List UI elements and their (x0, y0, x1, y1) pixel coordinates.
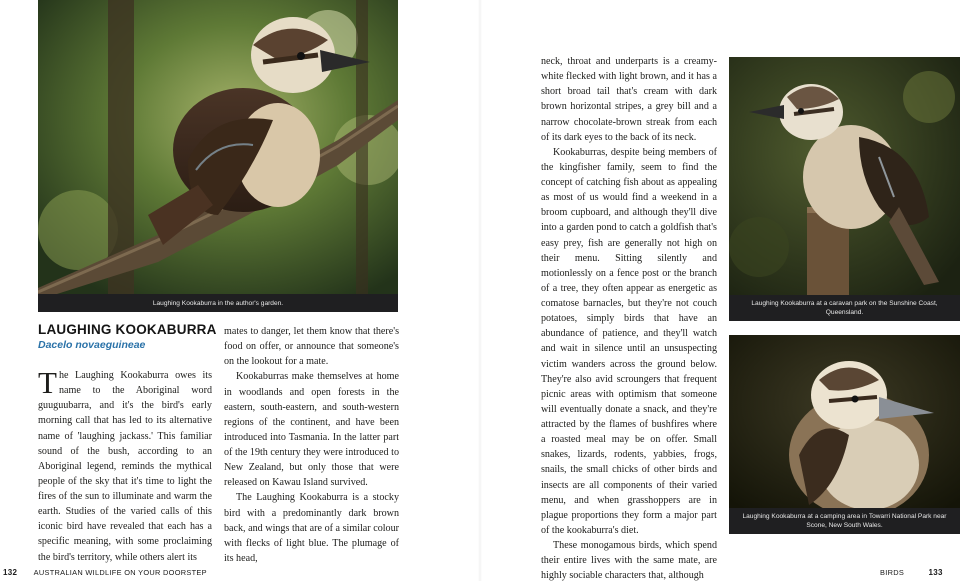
right-column (541, 54, 717, 581)
book-spine-shadow (478, 0, 482, 581)
paragraph: The Laughing Kookaburra is a stocky bird with a predominantly dark brown back, and wings that are of a similar colour with flecks of light blue. The plumage of its head, (224, 492, 399, 564)
left-footer (3, 568, 207, 577)
book-title: AUSTRALIAN WILDLIFE ON YOUR DOORSTEP (33, 568, 207, 577)
kookaburra-garden-photo (38, 0, 398, 294)
kookaburra-camping-area-photo (729, 335, 960, 508)
paragraph: These monogamous birds, which spend their entire lives with the same mate, are highly sociable characters that, although (541, 540, 717, 581)
paragraph: Kookaburras, despite being members of the kingfisher family, seem to find the concept of catching fish about as appealing as most of us would find a weekend in a broom cupboard, and although they'll dive into a garden pond to catch a goldfish that's easy prey, fish are generally not high on their menu. Sitting silently and motionlessly on a fence post or the branch of a tree, they often appear as energetic as comatose barnacles, but they're not couch potatoes, simply birds that have an abundance of patience, and they'll watch and wait in silence until an unsuspecting victim wanders across the ground below. They're also avid scroungers that frequent picnic areas with optimism that someone will eventually donate a snack, and they're attracted by the flames of bushfires where a roasted meal may be on offer. Small snakes, lizards, rodents, yabbies, frogs, snails, the small chicks of other birds and insects are all components of their varied menu, and when grasshoppers are in plague proportions they form a major part of the kookaburra's diet. (541, 146, 717, 536)
species-scientific-name: Dacelo novaeguineae (38, 339, 146, 351)
photo-caption (729, 508, 960, 534)
paragraph: neck, throat and underparts is a creamy-white flecked with light brown, and it has a short broad tail that's cream with dark brown horizontal stripes, a grey bill and a narrow chocolate-brown streak from each of its dark eyes to the back of its neck. (541, 56, 717, 143)
drop-cap: T (38, 365, 57, 400)
species-title: LAUGHING KOOKABURRA (38, 322, 217, 337)
intro-paragraph: The Laughing Kookaburra owes its name to the Aboriginal word guuguubarra, and it's the bird's early morning call that has led to its alternative name of 'laughing jackass.' This familiar sound of the bush, according to an Aboriginal legend, reminds the mythical people of the sky that it's time to light the fires of the sun to illuminate and warm the earth. Studies of the varied calls of this iconic bird have revealed that each has a specific meaning, with some proclaiming the bird's territory, while others alert its (38, 365, 213, 563)
left-column-1 (38, 365, 213, 565)
caption-text: Laughing Kookaburra in the author's garden. (152, 299, 284, 307)
caption-text: Laughing Kookaburra at a caravan park on the Sunshine Coast, Queensland. (751, 300, 938, 316)
paragraph: mates to danger, let them know that there's food on offer, or announce that someone's on the lookout for a mate. (224, 326, 399, 368)
page-number: 133 (928, 568, 943, 577)
right-footer (880, 568, 943, 577)
photo-caption (729, 295, 960, 321)
caption-text: Laughing Kookaburra at a camping area in Towarri National Park near Scone, New South Wales. (742, 513, 947, 529)
section-title: BIRDS (880, 568, 905, 577)
paragraph: Kookaburras make themselves at home in woodlands and open forests in the eastern, south-eastern, and south-western regions of the continent, and have been introduced into Tasmania. In the latter part of the 19th century they were introduced to New Zealand, but only those that were released on Kawau Island survived. (224, 371, 399, 489)
kookaburra-caravan-park-photo (729, 57, 960, 295)
page-number: 132 (3, 568, 18, 577)
photo-caption (38, 294, 398, 312)
left-column-2 (224, 324, 399, 566)
